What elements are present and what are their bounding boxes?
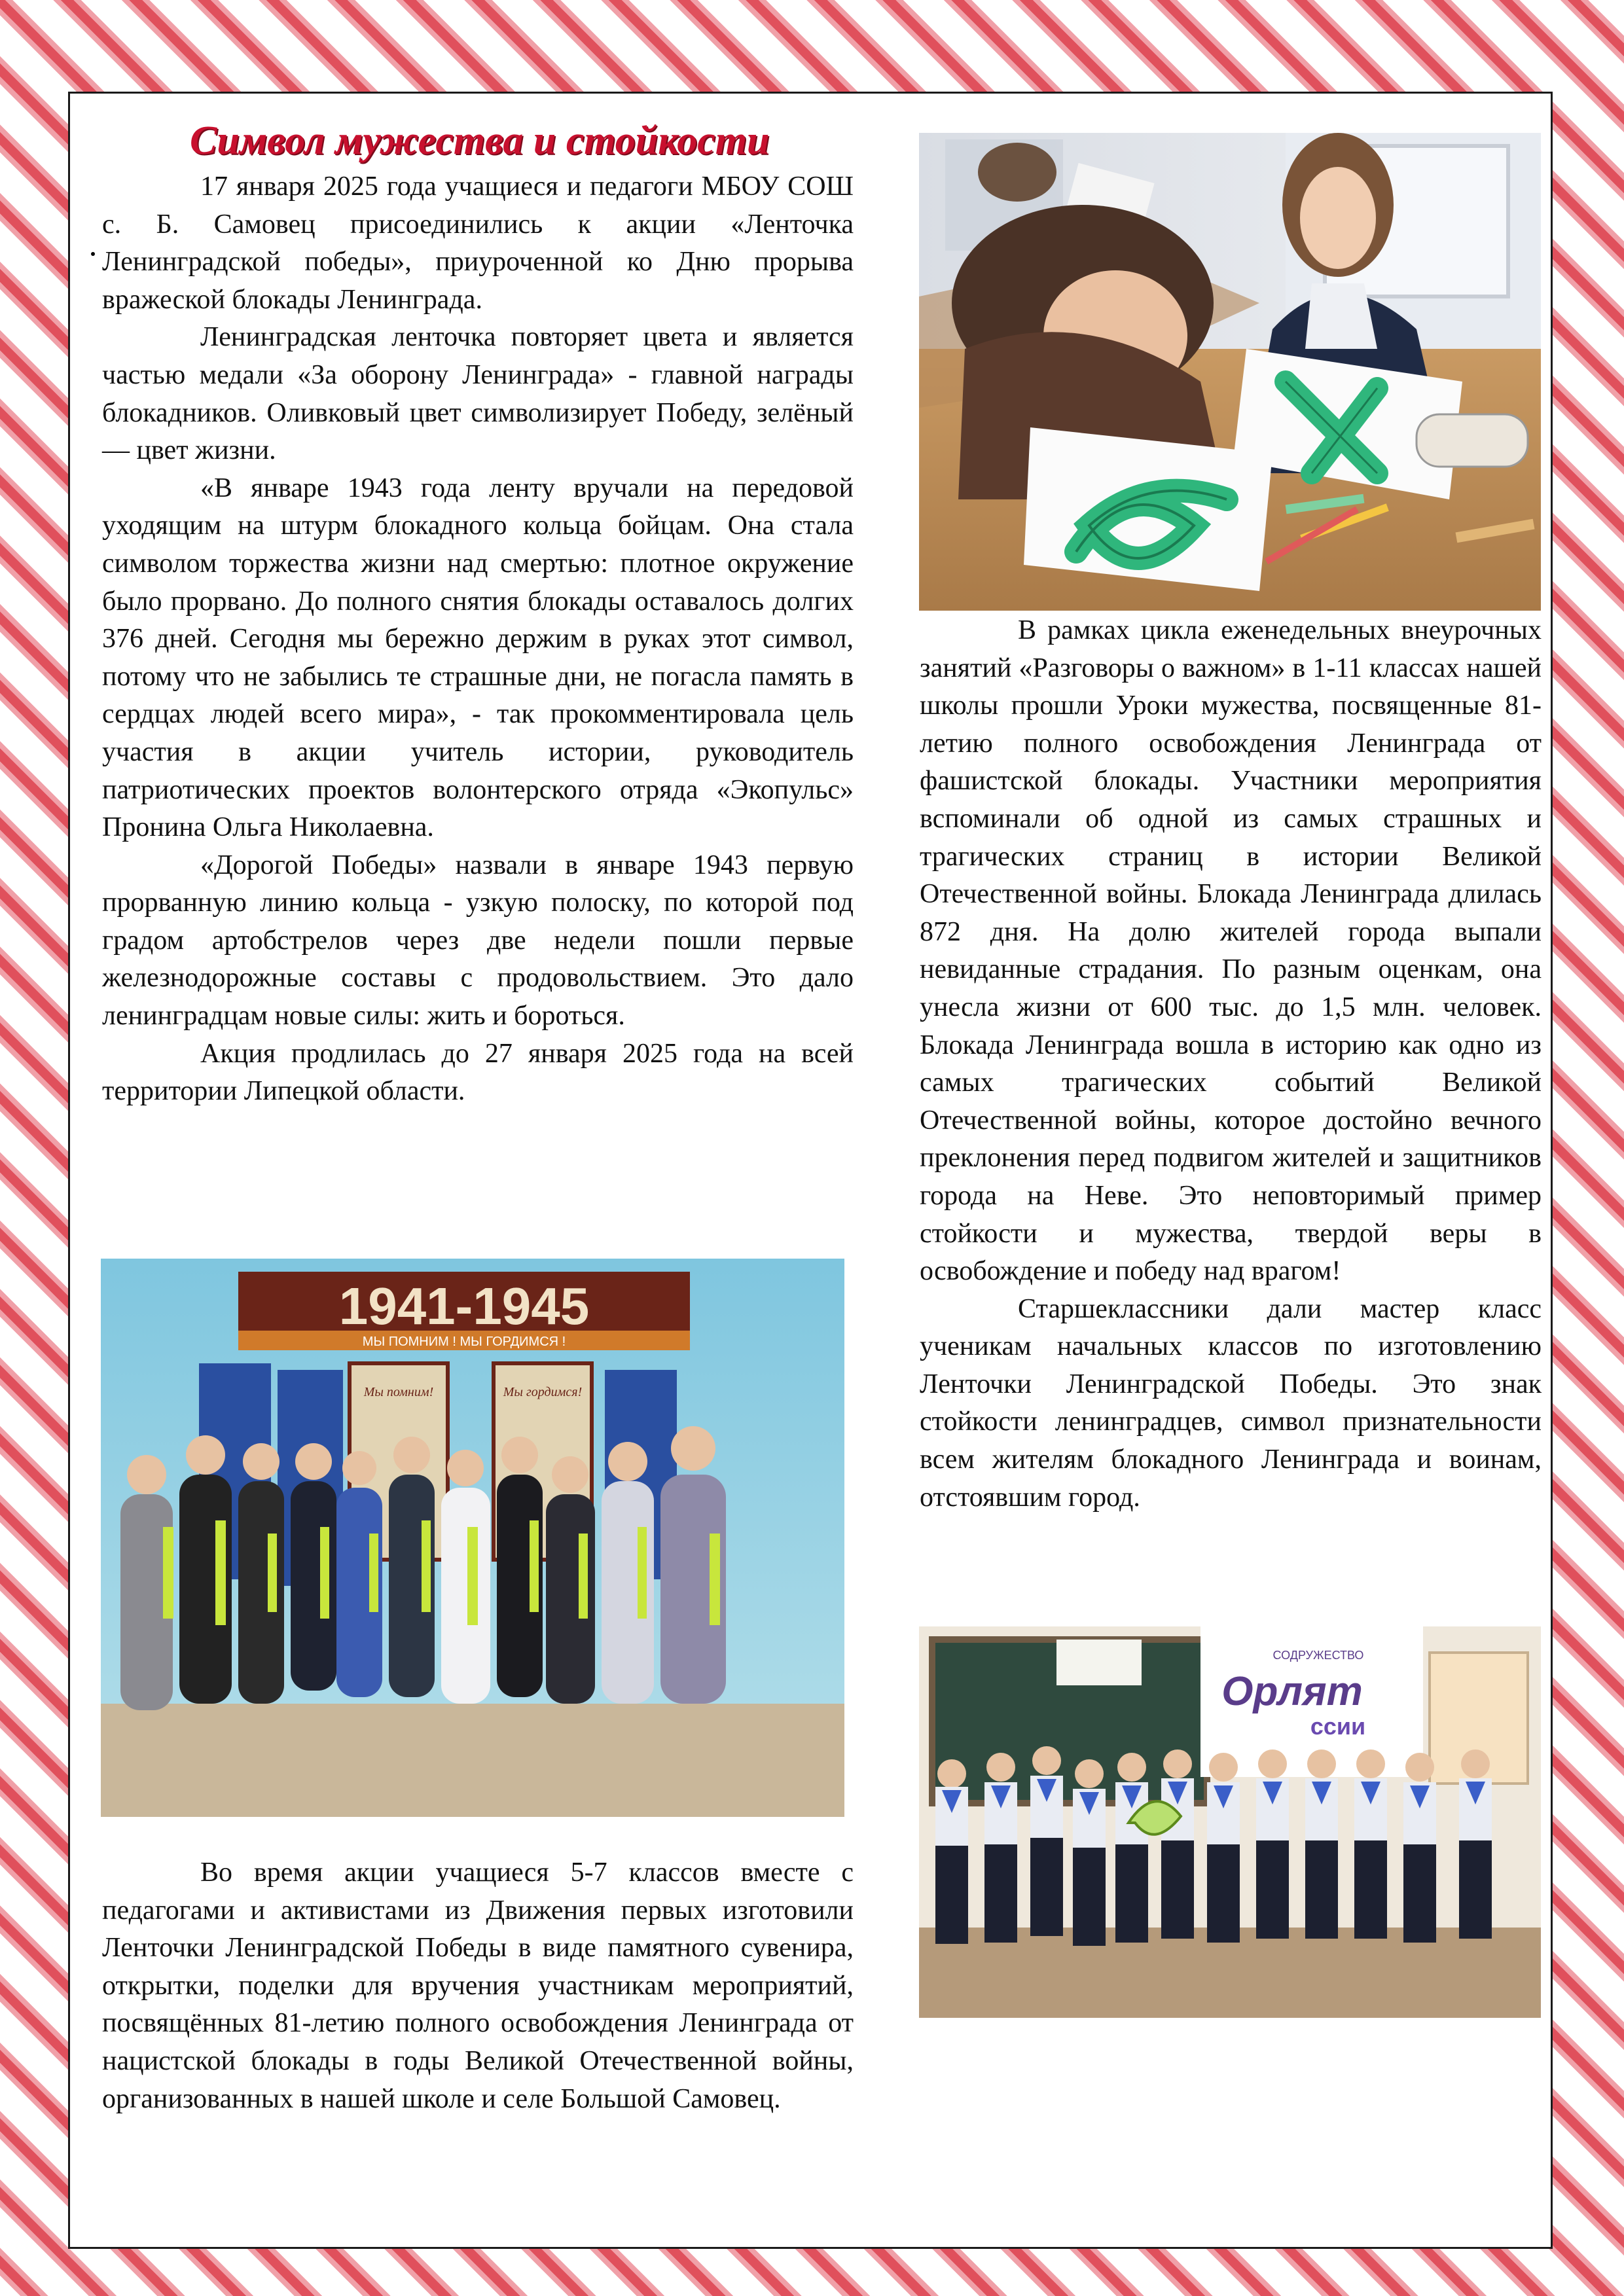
paragraph: В рамках цикла еженедельных внеурочных занятий «Разговоры о важном» в 1-11 классах нашей школы прошли Уроки мужества, посвященные 81-летию полного освобождения Ленинграда от фашистской блокады. Участники мероприятия вспоминали об одной из самых страшных и трагических страниц в истории Великой Отечественной войны. Блокада Ленинграда длилась 872 дня. На долю жителей города выпали невиданные страдания. По разным оценкам, она унесла жизни от 600 тыс. до 1,5 млн. человек. Блокада Ленинграда вошла в историю как одно из самых трагических событий Великой Отечественной войны, которое достойно вечного преклонения перед подвигом жителей и защитников города на Неве. Это неповторимый пример стойкости и мужества, твердой веры в освобождение и победу над врагом! xyxy=(920,615,1542,1287)
poster-years: 1941-1945 xyxy=(338,1277,590,1335)
article-title: Символ мужества и стойкости xyxy=(190,118,770,163)
photo-classroom-group xyxy=(919,1626,1541,2018)
poster-motto: МЫ ПОМНИМ ! МЫ ГОРДИМСЯ ! xyxy=(362,1335,566,1349)
logo-sub: ссии xyxy=(1310,1713,1366,1740)
paragraph: Во время акции учащиеся 5-7 классов вместе с педагогами и активистами из Движения первых изготовили Ленточки Ленинградской Победы в виде памятного сувенира, открытки, поделки для вручения участникам мероприятий, посвящённых 81-летию полного освобождения Ленинграда от нацистской блокады в годы Великой Отечественной войны, организованных в нашей школе и селе Большой Самовец. xyxy=(102,1857,854,2114)
paragraph: «Дорогой Победы» назвали в январе 1943 первую прорванную линию кольца - узкую полоску, по которой под градом артобстрелов через две недели пошли первые железнодорожные составы с продовольствием. Это дало ленинградцам новые силы: жить и бороться. xyxy=(102,850,854,1031)
paragraph: 17 января 2025 года учащиеся и педагоги МБОУ СОШ с. Б. Самовец присоединились к акции «Ленточка Ленинградской победы», приуроченной ко Дню прорыва вражеской блокады Ленинграда. xyxy=(102,171,854,315)
paragraph: Акция продлилась до 27 января 2025 года на всей территории Липецкой области. xyxy=(102,1038,854,1107)
stray-dot xyxy=(91,252,95,256)
stand-left-caption: Мы помним! xyxy=(363,1385,434,1399)
paragraph: «В январе 1943 года ленту вручали на передовой уходящим на штурм блокадного кольца бойцам. Она стала символом торжества жизни над смертью: плотное окружение было прорвано. До полного снятия блокады оставалось долгих 376 дней. Сегодня мы бережно держим в руках этот символ, потому что не забылись те страшные дни, не погасла память в сердцах людей всего мира», - так прокомментировала цель участия в акции учитель истории, руководитель патриотических проектов волонтерского отряда «Экопульс» Пронина Ольга Николаевна. xyxy=(102,473,854,843)
paragraph: Ленинградская ленточка повторяет цвета и является частью медали «За оборону Ленинграда» - главной награды блокадников. Оливковый цвет символизирует Победу, зелёный — цвет жизни. xyxy=(102,322,854,466)
bottom-left-text xyxy=(102,1854,854,2118)
photo-group-poster xyxy=(101,1259,844,1817)
logo-top: СОДРУЖЕСТВО xyxy=(1272,1649,1364,1662)
logo-main: Орлят xyxy=(1221,1669,1363,1714)
stand-right-caption: Мы гордимся! xyxy=(503,1385,583,1399)
left-column-text xyxy=(102,168,854,1111)
paragraph: Старшеклассники дали мастер класс ученикам начальных классов по изготовлению Ленточки Ленинградской Победы. Это знак стойкости ленинградцев, символ признательности всем жителям блокадного Ленинграда и воинам, отстоявшим город. xyxy=(920,1293,1542,1513)
photo-students-drawing xyxy=(919,133,1541,611)
right-column-text xyxy=(920,612,1542,1516)
